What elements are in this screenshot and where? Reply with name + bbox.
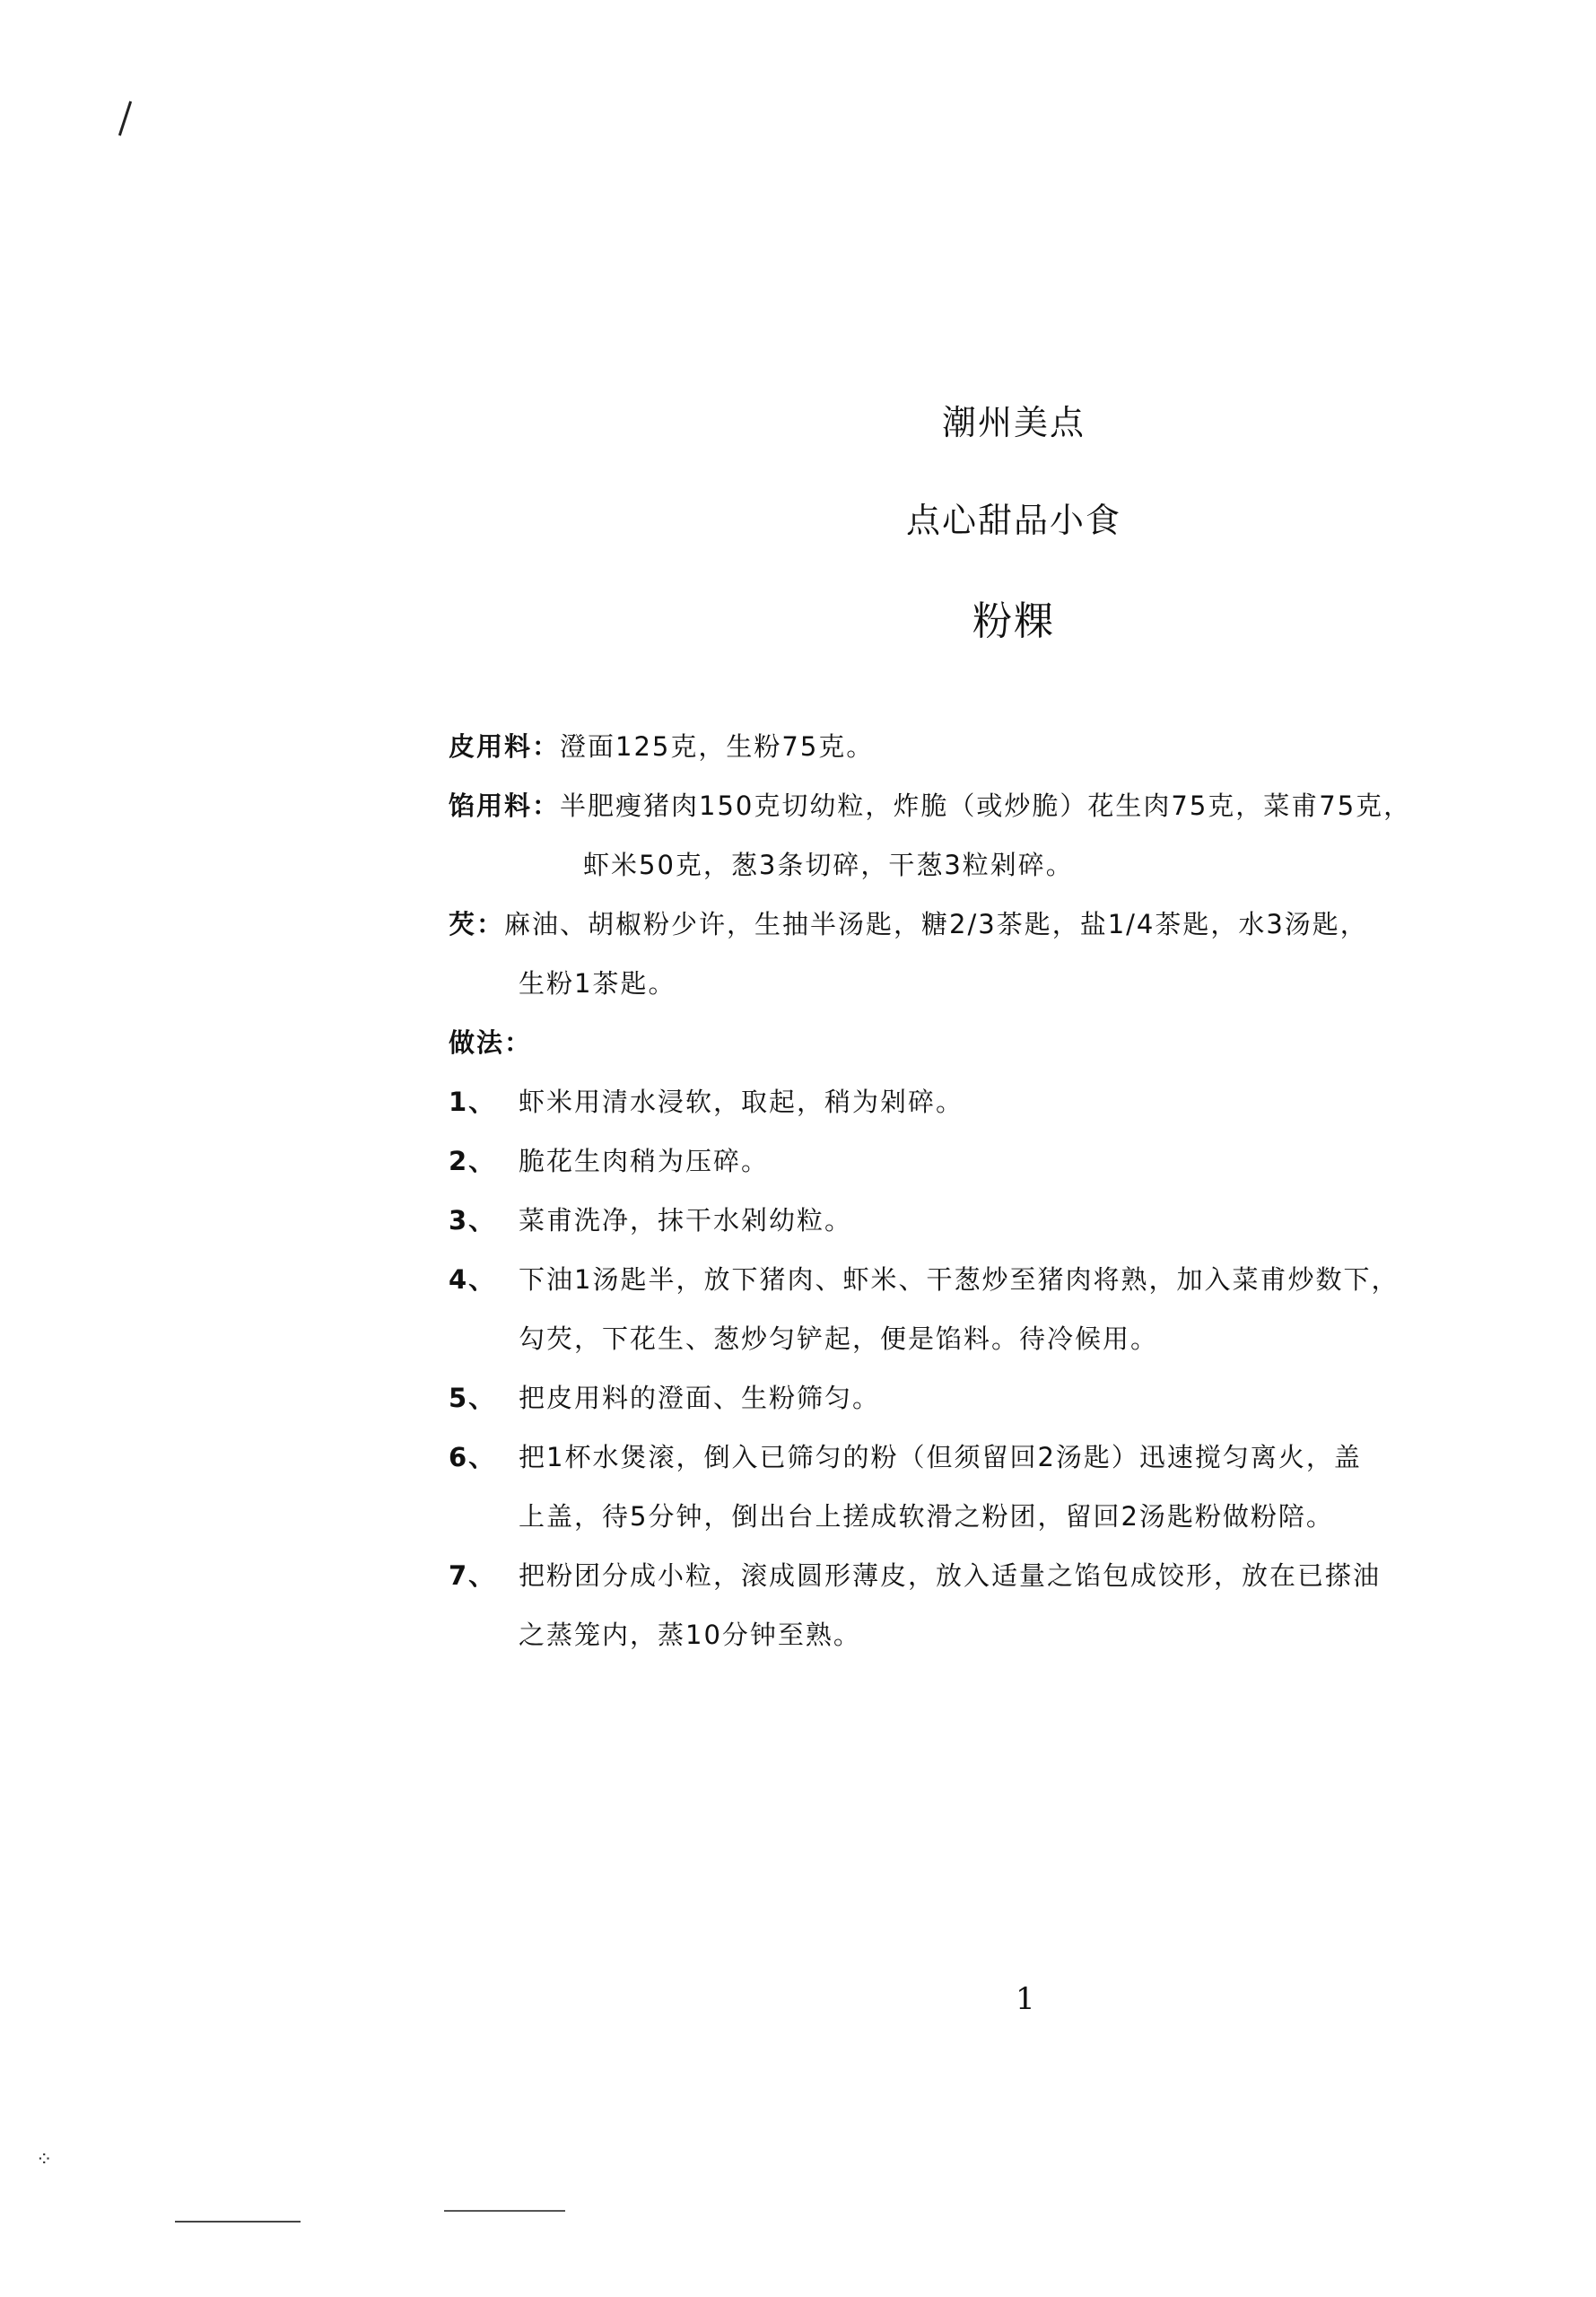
scan-line-mark [444, 2210, 565, 2212]
method-label: 做法： [449, 1027, 533, 1058]
scan-line-mark [175, 2221, 301, 2223]
filling-ingredients [449, 786, 1525, 845]
method-step [449, 1082, 1525, 1141]
step-number: 4、 [449, 1264, 497, 1295]
step-text: 下油1汤匙半，放下猪肉、虾米、干葱炒至猪肉将熟，加入菜甫炒数下， [519, 1264, 1400, 1295]
skin-label: 皮用料： [449, 731, 561, 762]
dish-title: 粉粿 [972, 598, 1055, 644]
brand-title: 潮州美点 [941, 403, 1086, 442]
step-text: 菜甫洗净，抹干水剁幼粒。 [519, 1205, 853, 1236]
step-text: 虾米用清水浸软，取起，稍为剁碎。 [519, 1087, 964, 1117]
step-number: 3、 [449, 1205, 497, 1236]
step-number: 7、 [449, 1560, 497, 1591]
filling-text: 虾米50克，葱3条切碎，干葱3粒剁碎。 [583, 850, 1074, 880]
method-step-continuation [449, 1615, 1525, 1674]
method-step [449, 1201, 1525, 1260]
sauce-text: 生粉1茶匙。 [519, 968, 676, 999]
recipe-body [449, 727, 1525, 1674]
method-step-continuation [449, 1319, 1525, 1378]
skin-ingredients [449, 727, 1525, 786]
method-heading [449, 1023, 1525, 1082]
step-number: 5、 [449, 1383, 497, 1413]
scan-speck-mark: ⁘ [36, 2149, 53, 2171]
method-step [449, 1378, 1525, 1437]
category-title: 点心甜品小食 [905, 501, 1121, 540]
step-text: 上盖，待5分钟，倒出台上搓成软滑之粉团，留回2汤匙粉做粉陪。 [519, 1501, 1334, 1532]
filling-continuation [449, 845, 1525, 904]
filling-label: 馅用料： [449, 790, 561, 821]
step-number: 6、 [449, 1442, 497, 1472]
sauce-text: 麻油、胡椒粉少许，生抽半汤匙，糖2/3茶匙，盐1/4茶匙，水3汤匙， [504, 909, 1368, 939]
step-text: 之蒸笼内，蒸10分钟至熟。 [519, 1620, 861, 1650]
sauce-continuation [449, 964, 1525, 1023]
method-step [449, 1260, 1525, 1319]
method-step [449, 1437, 1525, 1497]
title-block [897, 395, 1130, 646]
step-text: 把皮用料的澄面、生粉筛匀。 [519, 1383, 881, 1413]
skin-text: 澄面125克，生粉75克。 [560, 731, 875, 762]
step-text: 脆花生肉稍为压碎。 [519, 1146, 770, 1176]
method-step [449, 1556, 1525, 1615]
sauce-ingredients [449, 904, 1525, 964]
step-number: 1、 [449, 1087, 497, 1117]
step-text: 把1杯水煲滚，倒入已筛匀的粉（但须留回2汤匙）迅速搅匀离火，盖 [519, 1442, 1362, 1472]
method-step [449, 1141, 1525, 1201]
sauce-label: 芡： [449, 909, 505, 939]
step-text: 勾芡，下花生、葱炒匀铲起，便是馅料。待冷候用。 [519, 1323, 1159, 1354]
page-number: 1 [1016, 1981, 1035, 2017]
method-step-continuation [449, 1497, 1525, 1556]
step-text: 把粉团分成小粒，滚成圆形薄皮，放入适量之馅包成饺形，放在已搽油 [519, 1560, 1382, 1591]
filling-text: 半肥瘦猪肉150克切幼粒，炸脆（或炒脆）花生肉75克，菜甫75克， [560, 790, 1412, 821]
step-number: 2、 [449, 1146, 497, 1176]
pen-tick-mark [118, 101, 132, 136]
